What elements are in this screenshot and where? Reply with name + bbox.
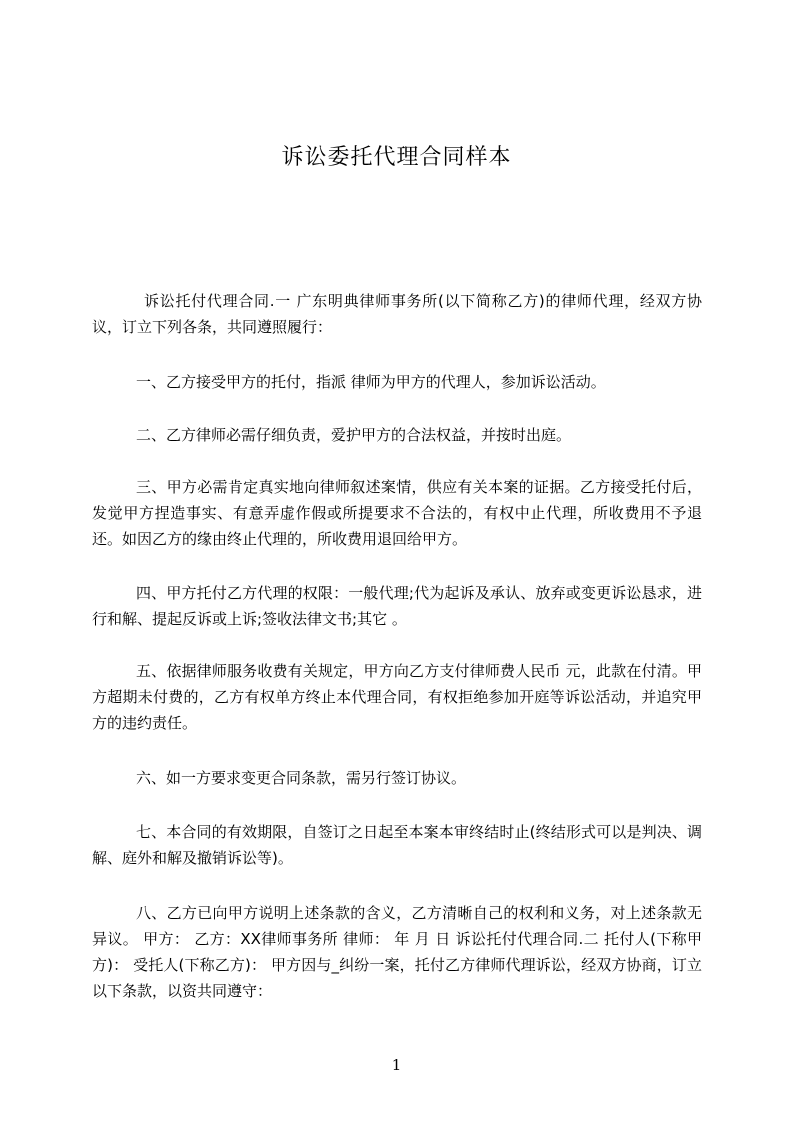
clause-6: 六、如一方要求变更合同条款，需另行签订协议。 (136, 769, 467, 787)
page-number: 1 (391, 1056, 402, 1074)
clause-1: 一、乙方接受甲方的托付，指派 律师为甲方的代理人，参加诉讼活动。 (136, 373, 606, 391)
clause-8: 八、乙方已向甲方说明上述条款的含义，乙方清晰自己的权利和义务，对上述条款无异议。 甲方： 乙方：XX律师事务所 律师： 年 月 日 诉讼托付代理合同.二 托付人(下称甲方)： 受托人(下称乙方)： 甲方因与_纠纷一案，托付乙方律师代理诉讼，经双方协商，订立以下条款，以资共同遵守： (92, 904, 702, 1000)
document-title: 诉讼委托代理合同样本 (281, 145, 512, 170)
intro-paragraph: 诉讼托付代理合同.一 广东明典律师事务所(以下简称乙方)的律师代理，经双方协议，订立下列各条，共同遵照履行： (92, 292, 702, 336)
clause-2: 二、乙方律师必需仔细负责，爱护甲方的合法权益，并按时出庭。 (136, 426, 572, 444)
clause-4: 四、甲方托付乙方代理的权限：一般代理;代为起诉及承认、放弃或变更诉讼恳求，进行和解、提起反诉或上诉;签收法律文书;其它 。 (92, 584, 702, 628)
clause-7: 七、本合同的有效期限，自签订之日起至本案本审终结时止(终结形式可以是判决、调解、庭外和解及撤销诉讼等)。 (92, 823, 702, 867)
clause-3: 三、甲方必需肯定真实地向律师叙述案情，供应有关本案的证据。乙方接受托付后，发觉甲方捏造事实、有意弄虚作假或所提要求不合法的，有权中止代理，所收费用不予退还。如因乙方的缘由终止代理的，所收费用退回给甲方。 (92, 478, 702, 548)
clause-5: 五、依据律师服务收费有关规定，甲方向乙方支付律师费人民币 元，此款在付清。甲方超期未付费的，乙方有权单方终止本代理合同，有权拒绝参加开庭等诉讼活动，并追究甲方的违约责任。 (92, 662, 702, 732)
